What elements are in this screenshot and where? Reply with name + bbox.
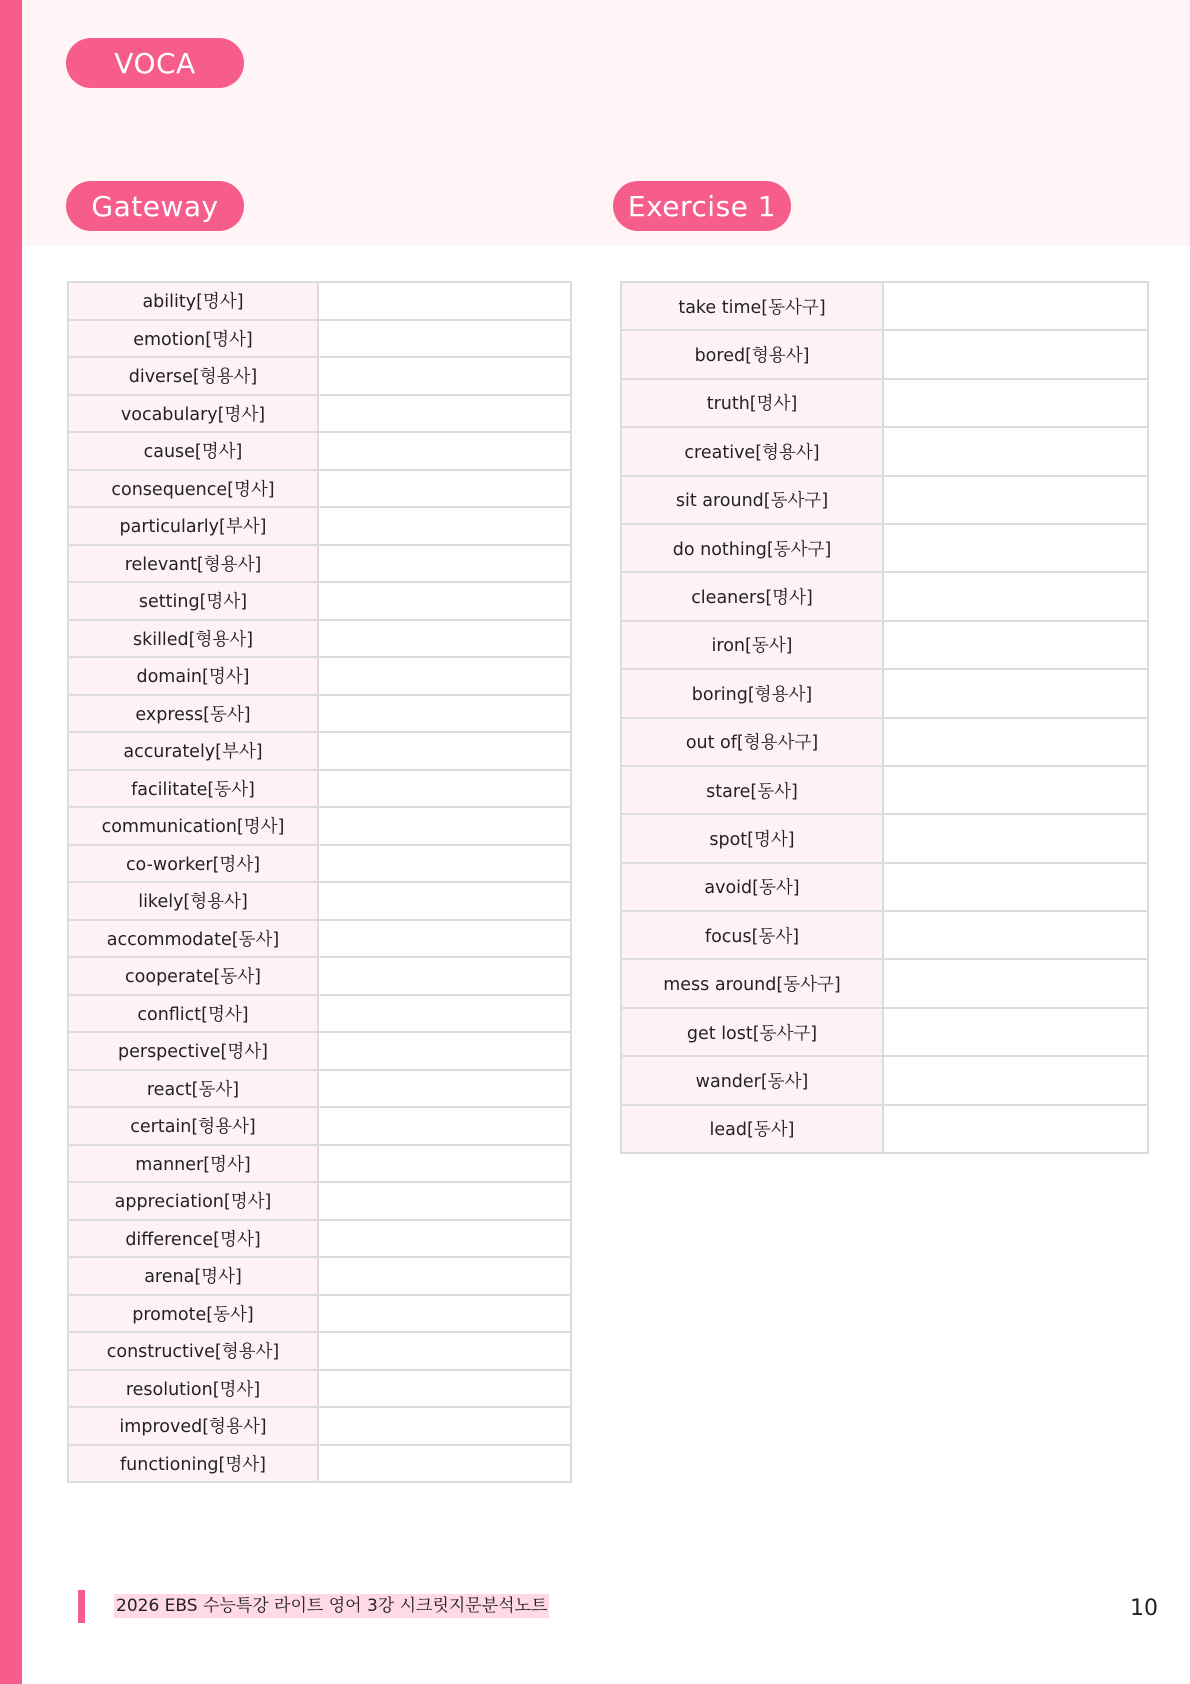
gateway-label: Gateway	[66, 181, 244, 231]
exercise-vocab-table	[620, 281, 1149, 1154]
gateway-row	[68, 1257, 571, 1295]
gateway-row	[68, 957, 571, 995]
exercise-meaning-blank[interactable]	[883, 427, 1148, 475]
gateway-word-cell: consequence[명사]	[68, 470, 318, 508]
gateway-row	[68, 582, 571, 620]
exercise-row	[621, 959, 1148, 1007]
gateway-meaning-blank[interactable]	[318, 807, 571, 845]
exercise-word-cell: creative[형용사]	[621, 427, 883, 475]
exercise-row	[621, 572, 1148, 620]
gateway-word-cell: resolution[명사]	[68, 1370, 318, 1408]
gateway-row	[68, 807, 571, 845]
gateway-word-cell: accommodate[동사]	[68, 920, 318, 958]
gateway-meaning-blank[interactable]	[318, 620, 571, 658]
page-number: 10	[1130, 1596, 1158, 1621]
gateway-row	[68, 1032, 571, 1070]
gateway-meaning-blank[interactable]	[318, 1107, 571, 1145]
gateway-meaning-blank[interactable]	[318, 282, 571, 320]
gateway-meaning-blank[interactable]	[318, 1332, 571, 1370]
exercise-meaning-blank[interactable]	[883, 1056, 1148, 1104]
gateway-word-cell: certain[형용사]	[68, 1107, 318, 1145]
exercise-row	[621, 621, 1148, 669]
gateway-word-cell: difference[명사]	[68, 1220, 318, 1258]
footer-accent-mark	[78, 1590, 85, 1623]
gateway-word-cell: cooperate[동사]	[68, 957, 318, 995]
exercise-meaning-blank[interactable]	[883, 1105, 1148, 1153]
exercise-meaning-blank[interactable]	[883, 379, 1148, 427]
exercise-word-cell: sit around[동사구]	[621, 476, 883, 524]
exercise-row	[621, 282, 1148, 330]
gateway-meaning-blank[interactable]	[318, 507, 571, 545]
gateway-word-cell: react[동사]	[68, 1070, 318, 1108]
gateway-word-cell: skilled[형용사]	[68, 620, 318, 658]
gateway-word-cell: emotion[명사]	[68, 320, 318, 358]
gateway-word-cell: setting[명사]	[68, 582, 318, 620]
exercise-word-cell: focus[동사]	[621, 911, 883, 959]
gateway-row	[68, 545, 571, 583]
gateway-word-cell: arena[명사]	[68, 1257, 318, 1295]
exercise-meaning-blank[interactable]	[883, 766, 1148, 814]
gateway-word-cell: appreciation[명사]	[68, 1182, 318, 1220]
exercise-word-cell: out of[형용사구]	[621, 718, 883, 766]
gateway-row	[68, 732, 571, 770]
exercise-row	[621, 330, 1148, 378]
gateway-meaning-blank[interactable]	[318, 1370, 571, 1408]
gateway-word-cell: cause[명사]	[68, 432, 318, 470]
gateway-word-cell: vocabulary[명사]	[68, 395, 318, 433]
exercise-word-cell: truth[명사]	[621, 379, 883, 427]
gateway-word-cell: domain[명사]	[68, 657, 318, 695]
gateway-word-cell: promote[동사]	[68, 1295, 318, 1333]
exercise-meaning-blank[interactable]	[883, 911, 1148, 959]
gateway-meaning-blank[interactable]	[318, 845, 571, 883]
gateway-row	[68, 432, 571, 470]
gateway-meaning-blank[interactable]	[318, 1445, 571, 1483]
gateway-word-cell: accurately[부사]	[68, 732, 318, 770]
gateway-row	[68, 1107, 571, 1145]
exercise-word-cell: bored[형용사]	[621, 330, 883, 378]
gateway-vocab-table	[67, 281, 572, 1483]
gateway-word-cell: functioning[명사]	[68, 1445, 318, 1483]
gateway-meaning-blank[interactable]	[318, 695, 571, 733]
exercise-meaning-blank[interactable]	[883, 621, 1148, 669]
gateway-word-cell: communication[명사]	[68, 807, 318, 845]
gateway-meaning-blank[interactable]	[318, 357, 571, 395]
exercise-word-cell: get lost[동사구]	[621, 1008, 883, 1056]
exercise-word-cell: iron[동사]	[621, 621, 883, 669]
gateway-row	[68, 470, 571, 508]
gateway-meaning-blank[interactable]	[318, 1407, 571, 1445]
gateway-meaning-blank[interactable]	[318, 1182, 571, 1220]
exercise-meaning-blank[interactable]	[883, 814, 1148, 862]
exercise-meaning-blank[interactable]	[883, 572, 1148, 620]
gateway-meaning-blank[interactable]	[318, 470, 571, 508]
gateway-row	[68, 1332, 571, 1370]
gateway-word-cell: diverse[형용사]	[68, 357, 318, 395]
exercise-word-cell: stare[동사]	[621, 766, 883, 814]
exercise-label: Exercise 1	[613, 181, 791, 231]
gateway-row	[68, 357, 571, 395]
gateway-word-cell: express[동사]	[68, 695, 318, 733]
footer-book-title: 2026 EBS 수능특강 라이트 영어 3강 시크릿지문분석노트	[116, 1596, 548, 1616]
exercise-meaning-blank[interactable]	[883, 1008, 1148, 1056]
gateway-row	[68, 1070, 571, 1108]
gateway-row	[68, 395, 571, 433]
exercise-row	[621, 1105, 1148, 1153]
gateway-word-cell: manner[명사]	[68, 1145, 318, 1183]
gateway-row	[68, 695, 571, 733]
exercise-word-cell: cleaners[명사]	[621, 572, 883, 620]
gateway-meaning-blank[interactable]	[318, 582, 571, 620]
gateway-word-cell: co-worker[명사]	[68, 845, 318, 883]
exercise-row	[621, 766, 1148, 814]
gateway-word-cell: likely[형용사]	[68, 882, 318, 920]
gateway-row	[68, 1182, 571, 1220]
gateway-row	[68, 882, 571, 920]
gateway-meaning-blank[interactable]	[318, 545, 571, 583]
exercise-meaning-blank[interactable]	[883, 282, 1148, 330]
exercise-row	[621, 379, 1148, 427]
exercise-row	[621, 718, 1148, 766]
gateway-meaning-blank[interactable]	[318, 1295, 571, 1333]
exercise-row	[621, 1008, 1148, 1056]
exercise-row	[621, 911, 1148, 959]
exercise-row	[621, 476, 1148, 524]
gateway-word-cell: facilitate[동사]	[68, 770, 318, 808]
gateway-row	[68, 1295, 571, 1333]
gateway-row	[68, 995, 571, 1033]
gateway-meaning-blank[interactable]	[318, 770, 571, 808]
gateway-word-cell: ability[명사]	[68, 282, 318, 320]
gateway-meaning-blank[interactable]	[318, 1145, 571, 1183]
exercise-row	[621, 669, 1148, 717]
gateway-meaning-blank[interactable]	[318, 395, 571, 433]
exercise-word-cell: avoid[동사]	[621, 863, 883, 911]
exercise-meaning-blank[interactable]	[883, 959, 1148, 1007]
gateway-meaning-blank[interactable]	[318, 882, 571, 920]
gateway-meaning-blank[interactable]	[318, 995, 571, 1033]
gateway-row	[68, 1145, 571, 1183]
gateway-meaning-blank[interactable]	[318, 1257, 571, 1295]
gateway-row	[68, 770, 571, 808]
gateway-row	[68, 845, 571, 883]
gateway-meaning-blank[interactable]	[318, 657, 571, 695]
gateway-row	[68, 320, 571, 358]
gateway-row	[68, 1220, 571, 1258]
gateway-row	[68, 507, 571, 545]
gateway-row	[68, 1407, 571, 1445]
gateway-row	[68, 657, 571, 695]
gateway-word-cell: particularly[부사]	[68, 507, 318, 545]
exercise-row	[621, 1056, 1148, 1104]
gateway-row	[68, 620, 571, 658]
exercise-word-cell: take time[동사구]	[621, 282, 883, 330]
gateway-meaning-blank[interactable]	[318, 920, 571, 958]
gateway-row	[68, 1445, 571, 1483]
gateway-meaning-blank[interactable]	[318, 320, 571, 358]
exercise-meaning-blank[interactable]	[883, 718, 1148, 766]
side-accent-bar	[0, 0, 22, 1684]
exercise-row	[621, 524, 1148, 572]
gateway-meaning-blank[interactable]	[318, 957, 571, 995]
exercise-meaning-blank[interactable]	[883, 863, 1148, 911]
exercise-row	[621, 863, 1148, 911]
gateway-meaning-blank[interactable]	[318, 432, 571, 470]
exercise-meaning-blank[interactable]	[883, 330, 1148, 378]
exercise-word-cell: lead[동사]	[621, 1105, 883, 1153]
exercise-meaning-blank[interactable]	[883, 669, 1148, 717]
exercise-meaning-blank[interactable]	[883, 476, 1148, 524]
gateway-meaning-blank[interactable]	[318, 1070, 571, 1108]
gateway-word-cell: constructive[형용사]	[68, 1332, 318, 1370]
exercise-word-cell: mess around[동사구]	[621, 959, 883, 1007]
exercise-meaning-blank[interactable]	[883, 524, 1148, 572]
exercise-word-cell: do nothing[동사구]	[621, 524, 883, 572]
gateway-word-cell: improved[형용사]	[68, 1407, 318, 1445]
gateway-word-cell: relevant[형용사]	[68, 545, 318, 583]
gateway-row	[68, 920, 571, 958]
exercise-word-cell: spot[명사]	[621, 814, 883, 862]
gateway-word-cell: perspective[명사]	[68, 1032, 318, 1070]
gateway-row	[68, 1370, 571, 1408]
voca-label: VOCA	[66, 38, 244, 88]
gateway-meaning-blank[interactable]	[318, 732, 571, 770]
gateway-word-cell: conflict[명사]	[68, 995, 318, 1033]
gateway-meaning-blank[interactable]	[318, 1220, 571, 1258]
gateway-meaning-blank[interactable]	[318, 1032, 571, 1070]
exercise-row	[621, 814, 1148, 862]
exercise-word-cell: wander[동사]	[621, 1056, 883, 1104]
exercise-row	[621, 427, 1148, 475]
exercise-word-cell: boring[형용사]	[621, 669, 883, 717]
gateway-row	[68, 282, 571, 320]
